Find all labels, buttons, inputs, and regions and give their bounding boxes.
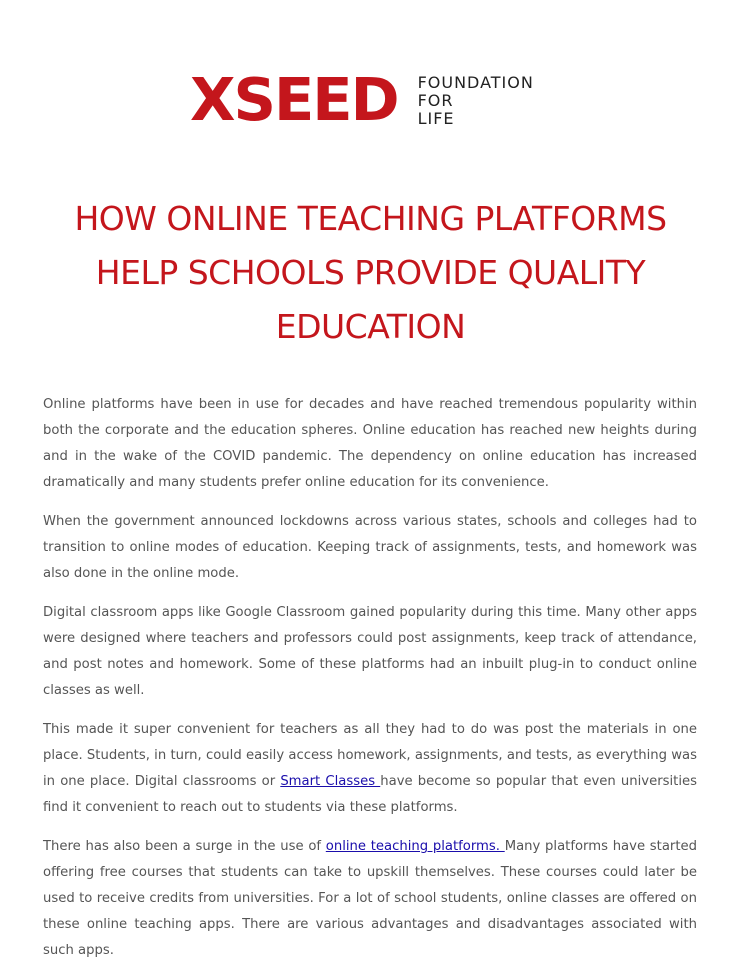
logo-tagline — [418, 74, 534, 128]
paragraph-5-text-after: Many platforms have started offering free courses that students can take to upskill themselves. These courses could later be used to receive credits from universities. For a lot of school students, online classes are offered on these online teaching apps. There are various advantages and disadvantages associated with such apps. — [43, 839, 697, 958]
paragraph-2: When the government announced lockdowns across various states, schools and colleges had to transition to online modes of education. Keeping track of assignments, tests, and homework was also done in the online mode. — [43, 514, 697, 581]
paragraph-3: Digital classroom apps like Google Classroom gained popularity during this time. Many other apps were designed where teachers and professors could post assignments, keep track of attendance, and post notes and homework. Some of these platforms had an inbuilt plug-in to conduct online classes as well. — [43, 605, 697, 698]
paragraph-5-text-before: There has also been a surge in the use of — [43, 839, 326, 854]
paragraph-4 — [43, 717, 697, 821]
document-body — [43, 392, 697, 977]
paragraph-4-text-before: This made it super convenient for teachers as all they had to do was post the materials in one place. Students, in turn, could easily access homework, assignments, and tests, as everything was in one place. Digital classrooms or — [43, 722, 697, 789]
logo-tagline-line-2: FOR — [417, 91, 454, 110]
paragraph-1: Online platforms have been in use for decades and have reached tremendous popularity within both the corporate and the education spheres. Online education has reached new heights during and in the wake of the COVID pandemic. The dependency on online education has increased dramatically and many students prefer online education for its convenience. — [43, 397, 697, 490]
xseed-logo — [190, 65, 534, 134]
paragraph-4-text-after: have become so popular that even universities find it convenient to reach out to students via these platforms. — [43, 774, 697, 815]
document-title: HOW ONLINE TEACHING PLATFORMS HELP SCHOOLS PROVIDE QUALITY EDUCATION — [74, 199, 667, 346]
smart-classes-link[interactable]: Smart Classes — [280, 774, 381, 789]
logo-tagline-line-1: FOUNDATION — [417, 73, 534, 92]
online-teaching-platforms-link[interactable]: online teaching platforms. — [325, 839, 505, 854]
paragraph-5 — [43, 834, 697, 964]
logo-tagline-line-3: LIFE — [417, 109, 455, 128]
logo-wordmark: XSEED — [190, 65, 398, 134]
